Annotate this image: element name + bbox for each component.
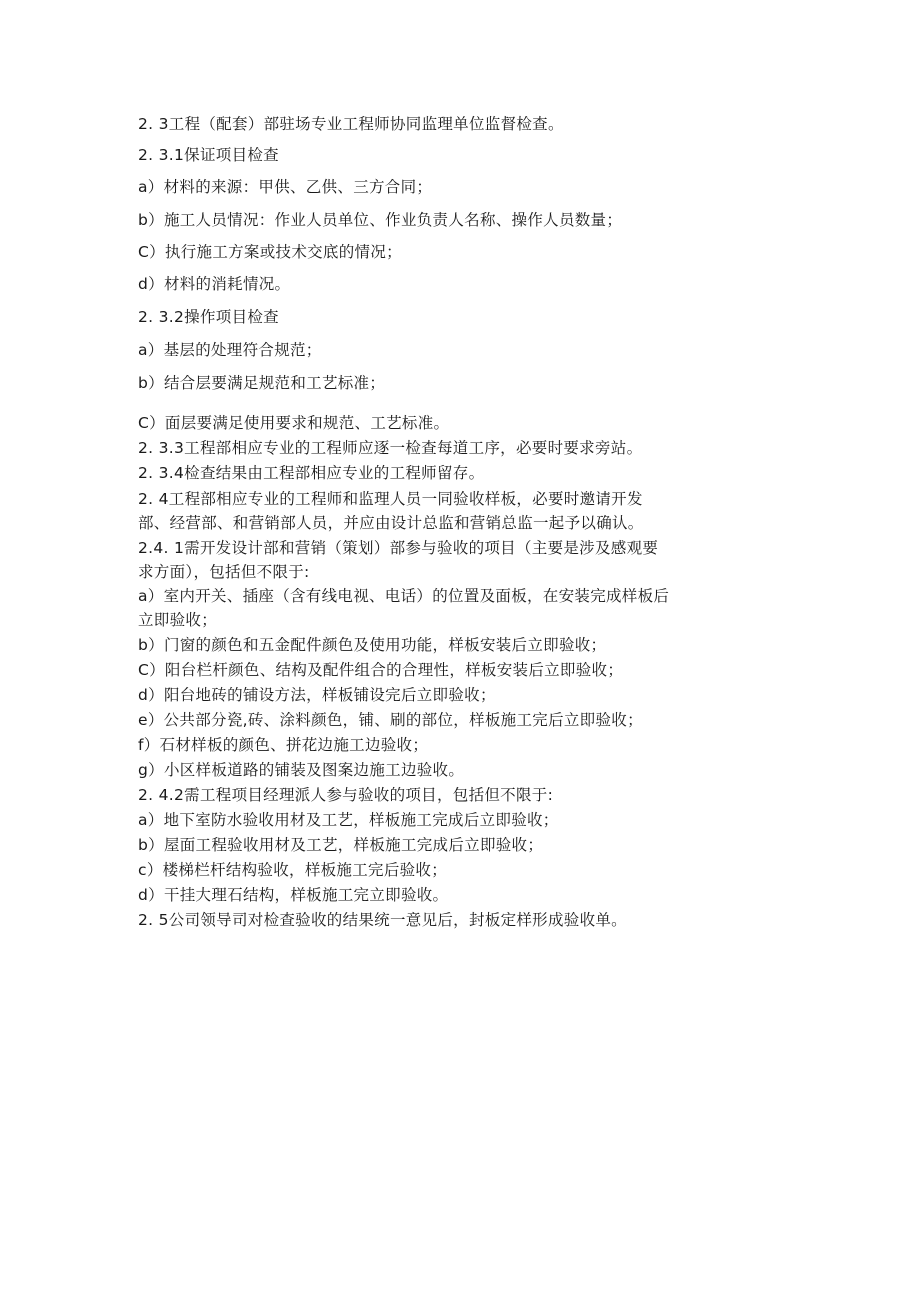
list-item: b）结合层要满足规范和工艺标准；	[138, 374, 386, 392]
heading-2-4: 2. 4工程部相应专业的工程师和监理人员一同验收样板，必要时邀请开发	[138, 490, 643, 508]
heading-2-4-2: 2. 4.2需工程项目经理派人参与验收的项目，包括但不限于:	[138, 786, 554, 804]
list-item: b）屋面工程验收用材及工艺，样板施工完成后立即验收；	[138, 836, 544, 854]
paragraph-continuation: 部、经营部、和营销部人员，并应由设计总监和营销总监一起予以确认。	[138, 514, 644, 532]
heading-2-3-4: 2. 3.4检查结果由工程部相应专业的工程师留存。	[138, 464, 485, 482]
list-item: c）楼梯栏杆结构验收，样板施工完后验收；	[138, 861, 448, 879]
heading-2-3-3: 2. 3.3工程部相应专业的工程师应逐一检查每道工序，必要时要求旁站。	[138, 439, 643, 457]
list-item: a）材料的来源：甲供、乙供、三方合同；	[138, 178, 433, 196]
list-item: b）门窗的颜色和五金配件颜色及使用功能，样板安装后立即验收；	[138, 636, 607, 654]
list-item: a）地下室防水验收用材及工艺，样板施工完成后立即验收；	[138, 811, 559, 829]
heading-2-3: 2. 3工程（配套）部驻场专业工程师协同监理单位监督检查。	[138, 115, 564, 133]
list-item: a）室内开关、插座（含有线电视、电话）的位置及面板，在安装完成样板后	[138, 587, 670, 605]
list-item: C）执行施工方案或技术交底的情况；	[138, 243, 402, 261]
list-item: d）干挂大理石结构，样板施工完立即验收。	[138, 886, 449, 904]
heading-2-5: 2. 5公司领导司对检查验收的结果统一意见后，封板定样形成验收单。	[138, 911, 627, 929]
list-item: a）基层的处理符合规范；	[138, 341, 322, 359]
paragraph-continuation: 求方面），包括但不限于:	[138, 563, 310, 581]
list-item: d）材料的消耗情况。	[138, 275, 291, 293]
heading-2-4-1: 2.4. 1需开发设计部和营销（策划）部参与验收的项目（主要是涉及感观要	[138, 539, 659, 557]
list-item: g）小区样板道路的铺装及图案边施工边验收。	[138, 761, 465, 779]
list-item-continuation: 立即验收；	[138, 611, 218, 629]
heading-2-3-1: 2. 3.1保证项目检查	[138, 146, 279, 164]
list-item: e）公共部分瓷,砖、涂料颜色，铺、刷的部位，样板施工完后立即验收；	[138, 711, 643, 729]
list-item: C）阳台栏杆颜色、结构及配件组合的合理性，样板安装后立即验收；	[138, 661, 624, 679]
list-item: b）施工人员情况：作业人员单位、作业负责人名称、操作人员数量；	[138, 211, 623, 229]
list-item: C）面层要满足使用要求和规范、工艺标准。	[138, 414, 450, 432]
list-item: d）阳台地砖的铺设方法，样板铺设完后立即验收；	[138, 686, 496, 704]
list-item: f）石材样板的颜色、拼花边施工边验收；	[138, 736, 429, 754]
heading-2-3-2: 2. 3.2操作项目检查	[138, 308, 279, 326]
